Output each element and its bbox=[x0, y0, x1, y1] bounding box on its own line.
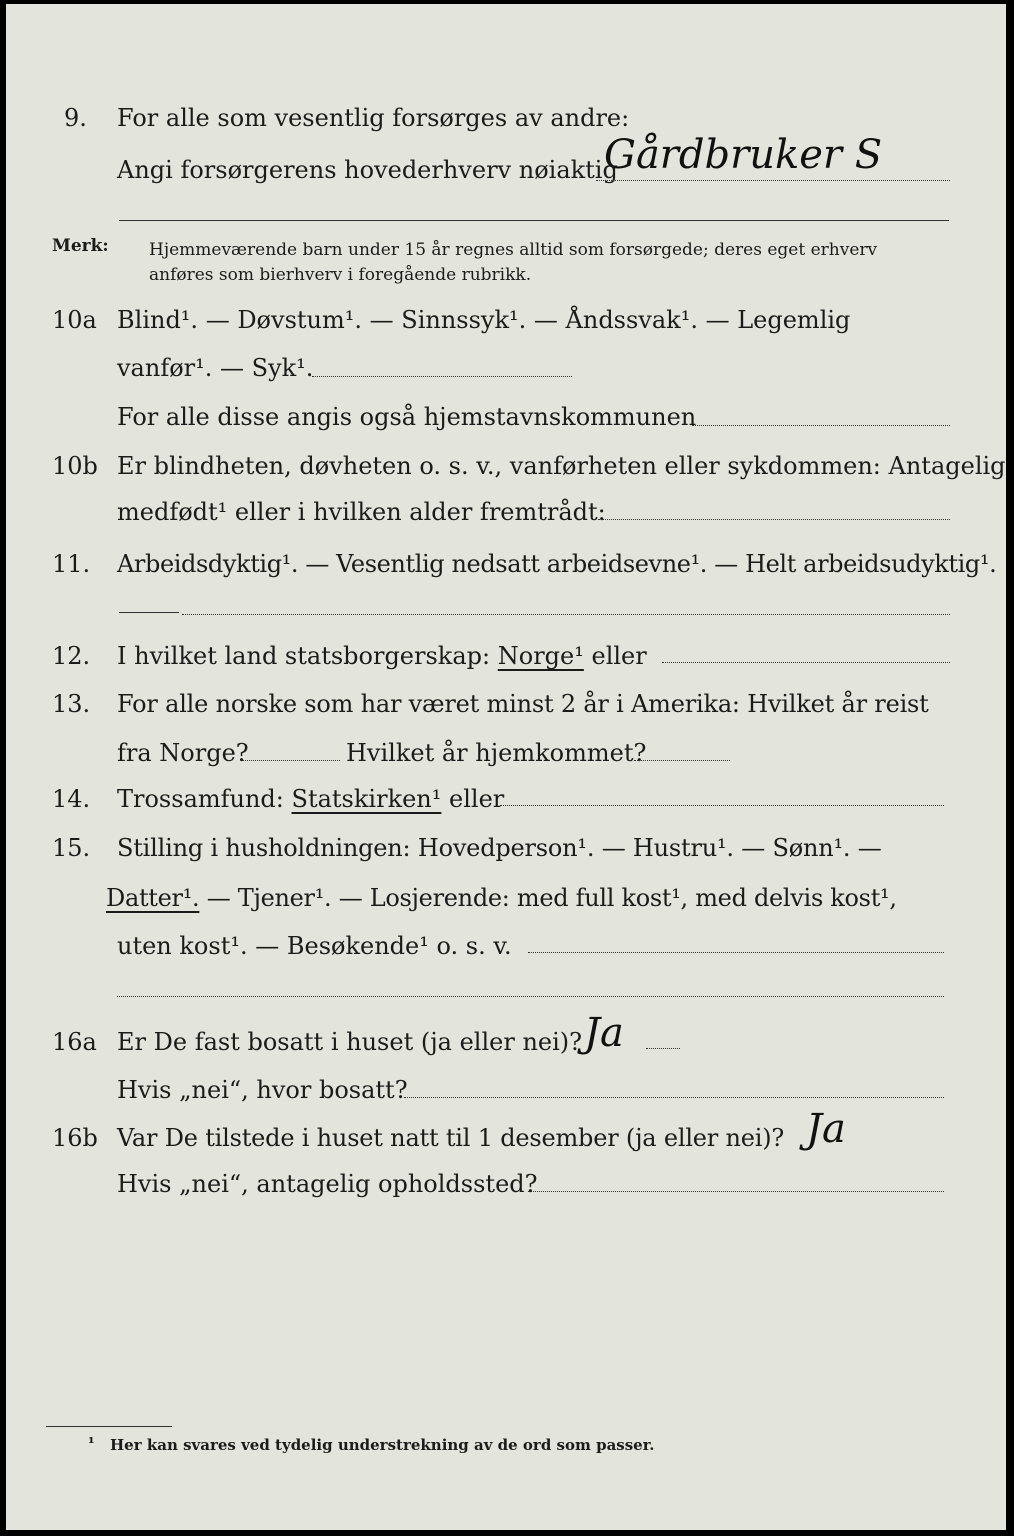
q13-number: 13. bbox=[52, 690, 91, 718]
q10a-kommune-line bbox=[692, 425, 950, 426]
q16b-number: 16b bbox=[52, 1124, 98, 1152]
q13-reist-line bbox=[242, 760, 340, 761]
q9-handwritten-answer: Gårdbruker S bbox=[604, 132, 883, 178]
footnote-text: Her kan svares ved tydelig understrekning av de ord som passer. bbox=[110, 1436, 655, 1454]
q10a-line2: vanfør¹. — Syk¹. bbox=[117, 354, 314, 382]
merk-line2: anføres som bierhverv i foregående rubrikk. bbox=[149, 265, 532, 285]
q10a-number: 10a bbox=[52, 306, 97, 334]
q16b-line2: Hvis „nei“, antagelig opholdssted? bbox=[117, 1170, 538, 1198]
census-form-page bbox=[6, 4, 1006, 1530]
q10b-number: 10b bbox=[52, 452, 98, 480]
q9-number: 9. bbox=[64, 104, 87, 132]
q11-answer-line bbox=[182, 614, 950, 615]
q14-number: 14. bbox=[52, 785, 91, 813]
q12-marked-norge: Norge¹ bbox=[497, 642, 584, 670]
q12-number: 12. bbox=[52, 642, 91, 670]
footnote-rule bbox=[46, 1426, 172, 1427]
q14-answer-line bbox=[500, 805, 944, 806]
q12-text bbox=[117, 642, 647, 670]
q10a-line3: For alle disse angis også hjemstavnskommunen bbox=[117, 403, 697, 431]
q15-line2 bbox=[106, 884, 897, 912]
q15-number: 15. bbox=[52, 834, 91, 862]
q10b-line2: medfødt¹ eller i hvilken alder fremtrådt: bbox=[117, 498, 606, 526]
q10b-answer-line bbox=[598, 519, 950, 520]
q14-text bbox=[117, 785, 504, 813]
q9-line2: Angi forsørgerens hovederhverv nøiaktig bbox=[117, 156, 618, 184]
footnote-mark: ¹ bbox=[88, 1434, 95, 1452]
q16b-answer-line bbox=[528, 1191, 944, 1192]
q15-line3: uten kost¹. — Besøkende¹ o. s. v. bbox=[117, 932, 512, 960]
merk-line1: Hjemmeværende barn under 15 år regnes alltid som forsørgede; deres eget erhverv bbox=[149, 240, 878, 260]
q15-answer-line bbox=[528, 952, 944, 953]
q12-eller: eller bbox=[591, 642, 647, 670]
q15-extra-line bbox=[117, 996, 944, 997]
q12-question: I hvilket land statsborgerskap: bbox=[117, 642, 491, 670]
q13-line1: For alle norske som har været minst 2 år i Amerika: Hvilket år reist bbox=[117, 690, 929, 718]
q15-line2-rest: — Tjener¹. — Losjerende: med full kost¹, med delvis kost¹, bbox=[206, 884, 897, 912]
q14-marked-statskirken: Statskirken¹ bbox=[291, 785, 442, 813]
q11-number: 11. bbox=[52, 550, 91, 578]
q15-line1: Stilling i husholdningen: Hovedperson¹. — Hustru¹. — Sønn¹. — bbox=[117, 834, 882, 862]
q16a-handwritten-answer: Ja bbox=[584, 1010, 624, 1056]
q13-line2a: fra Norge? bbox=[117, 739, 249, 767]
q12-answer-line bbox=[662, 662, 950, 663]
q10a-syk-line bbox=[312, 376, 572, 377]
q13-line2b: Hvilket år hjemkommet? bbox=[346, 739, 647, 767]
q11-rule bbox=[119, 612, 179, 613]
q9-answer-line bbox=[596, 180, 950, 181]
q16a-number: 16a bbox=[52, 1028, 97, 1056]
q11-line1: Arbeidsdyktig¹. — Vesentlig nedsatt arbeidsevne¹. — Helt arbeidsudyktig¹. bbox=[117, 550, 997, 578]
q10a-line1: Blind¹. — Døvstum¹. — Sinnssyk¹. — Åndssvak¹. — Legemlig bbox=[117, 306, 851, 334]
q10b-line1: Er blindheten, døvheten o. s. v., vanførheten eller sykdommen: Antagelig bbox=[117, 452, 1006, 480]
q9-separator bbox=[119, 220, 949, 221]
merk-label: Merk: bbox=[52, 236, 109, 256]
q14-eller: eller bbox=[449, 785, 505, 813]
q14-question: Trossamfund: bbox=[117, 785, 284, 813]
q15-marked-datter: Datter¹. bbox=[106, 884, 200, 912]
q16a-line1: Er De fast bosatt i huset (ja eller nei)? bbox=[117, 1028, 583, 1056]
q13-hjemkommet-line bbox=[634, 760, 730, 761]
q9-line1: For alle som vesentlig forsørges av andre: bbox=[117, 104, 630, 132]
q16a-line2: Hvis „nei“, hvor bosatt? bbox=[117, 1076, 408, 1104]
q16b-line1: Var De tilstede i huset natt til 1 desember (ja eller nei)? bbox=[117, 1124, 785, 1152]
q16b-handwritten-answer: Ja bbox=[806, 1106, 846, 1152]
q16a-bosatt-line bbox=[404, 1097, 944, 1098]
q16a-answer-line bbox=[646, 1048, 680, 1049]
